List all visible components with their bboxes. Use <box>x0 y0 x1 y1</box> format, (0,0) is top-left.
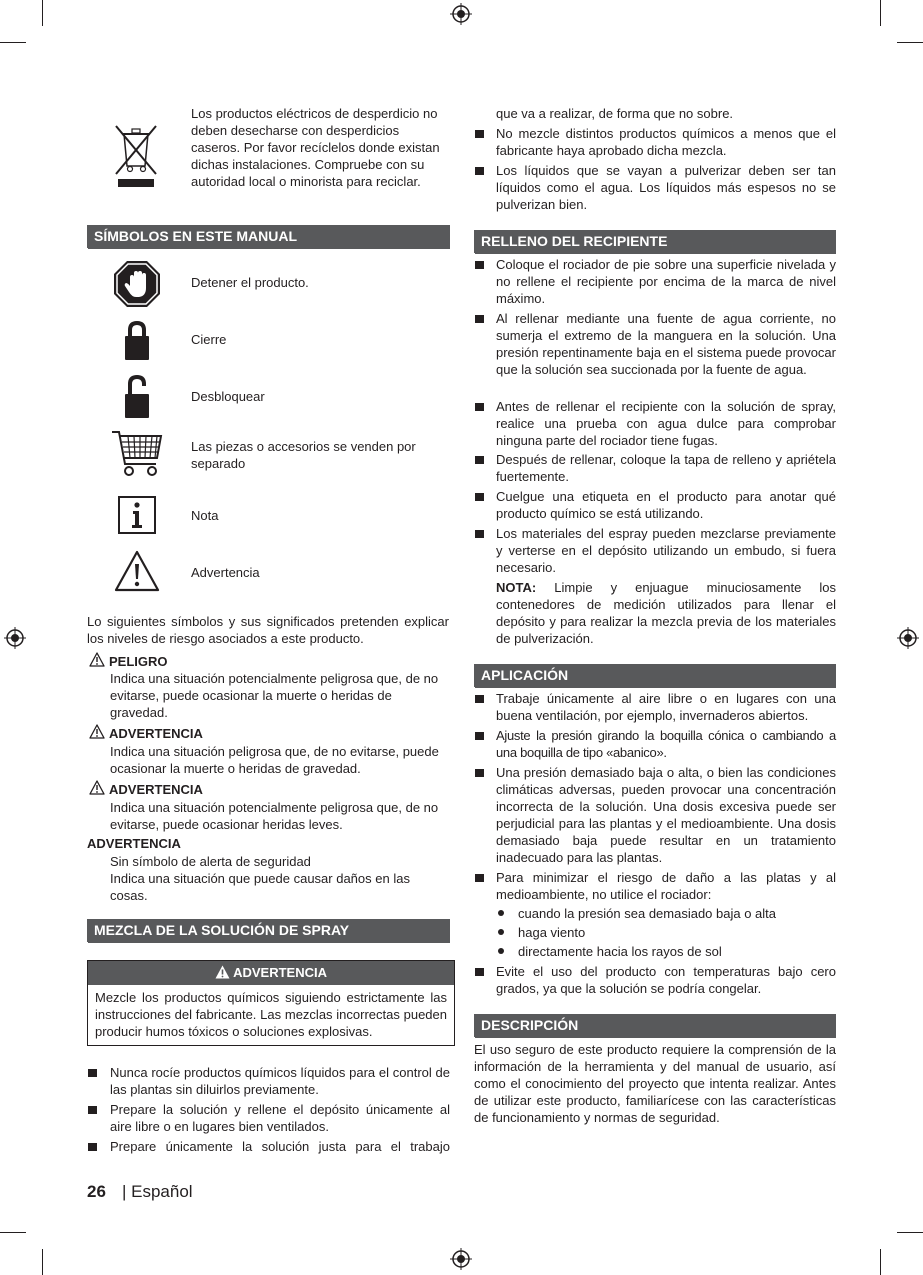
warning-triangle-icon <box>114 550 160 592</box>
bullet-icon <box>475 315 484 323</box>
crop-mark <box>880 0 881 26</box>
warning-triangle-icon <box>215 965 230 979</box>
risk-level-text: Sin símbolo de alerta de seguridad <box>110 854 311 869</box>
symbol-label: Advertencia <box>191 565 260 580</box>
warning-triangle-icon <box>89 780 105 795</box>
note-paragraph <box>496 579 836 647</box>
footer-language: | Español <box>122 1182 193 1201</box>
risk-level-text: Indica una situación potencialmente peligrosa que, de no evitarse, puede ocasionar la muerte o heridas de gravedad. <box>110 671 439 720</box>
warning-box-header <box>88 961 454 985</box>
warning-triangle-icon <box>89 652 105 667</box>
bullet-icon <box>475 130 484 138</box>
risk-level-text: Indica una situación potencialmente peligrosa que, de no evitarse, puede ocasionar heridas leves. <box>110 800 439 832</box>
crop-mark <box>897 42 923 43</box>
page-number: 26 <box>87 1182 106 1201</box>
registration-mark-icon <box>4 627 26 649</box>
bullet-icon <box>475 261 484 269</box>
bullet-icon <box>88 1143 97 1151</box>
section-header-description: DESCRIPCIÓN <box>474 1014 836 1037</box>
description-text: El uso seguro de este producto requiere la comprensión de la información de la herramienta y del manual de usuario, así como el conocimiento del proyecto que intenta realizar. Antes de utilizar este producto, familiarícese con las características de funcionamiento y normas de seguridad. <box>474 1042 836 1125</box>
symbol-label: Desbloquear <box>191 389 265 404</box>
warning-triangle-icon <box>89 724 105 739</box>
list-item: Los materiales del espray pueden mezclarse previamente y verterse en el depósito utilizando un embudo, si fuera necesario. <box>496 526 836 575</box>
bullet-icon <box>475 695 484 703</box>
crop-mark <box>42 1249 43 1275</box>
list-item: Antes de rellenar el recipiente con la solución de spray, realice una prueba con agua dulce para comprobar ninguna parte del rociador tiene fugas. <box>496 399 836 448</box>
info-icon <box>118 496 156 534</box>
warning-box <box>87 960 455 1046</box>
section-header-application: APLICACIÓN <box>474 664 836 687</box>
list-item: Nunca rocíe productos químicos líquidos para el control de las plantas sin diluirlos previamente. <box>110 1065 450 1097</box>
crop-mark <box>0 42 26 43</box>
bullet-icon <box>475 769 484 777</box>
sub-bullet-icon <box>498 948 504 954</box>
crop-mark <box>0 1232 26 1233</box>
sub-bullet-icon <box>498 929 504 935</box>
note-text: Limpie y enjuague minuciosamente los contenedores de medición utilizados para llenar el depósito y para realizar la mezcla previa de los materiales de pulverización. <box>496 580 836 646</box>
lock-icon <box>124 320 150 360</box>
section-header-mix: MEZCLA DE LA SOLUCIÓN DE SPRAY <box>87 919 450 942</box>
bullet-icon <box>475 403 484 411</box>
registration-mark-icon <box>897 627 919 649</box>
warning-box-text: Mezcle los productos químicos siguiendo estrictamente las instrucciones del fabricante. Las mezclas incorrectas pueden producir humos tóxicos o soluciones explosivas. <box>95 990 447 1039</box>
bullet-icon <box>475 493 484 501</box>
section-header-symbols: SÍMBOLOS EN ESTE MANUAL <box>87 225 450 248</box>
list-item-continued: que va a realizar, de forma que no sobre. <box>496 106 734 121</box>
unlock-icon <box>124 374 150 418</box>
crop-mark <box>880 1249 881 1275</box>
list-item: Prepare la solución y rellene el depósito únicamente al aire libre o en lugares bien ventilados. <box>110 1102 450 1134</box>
risk-level-title: ADVERTENCIA <box>109 726 203 741</box>
shopping-cart-icon <box>110 428 164 478</box>
list-item: Prepare únicamente la solución justa para el trabajo <box>110 1139 450 1154</box>
stop-hand-icon <box>113 260 161 308</box>
weee-text: Los productos eléctricos de desperdicio no deben desecharse con desperdicios caseros. Por favor recíclelos donde existan dichas instalaciones. Compruebe con su autoridad local o minorista para reciclar. <box>191 106 440 189</box>
list-item: Para minimizar el riesgo de daño a las platas y al medioambiente, no utilice el rociador: <box>496 870 836 902</box>
bullet-icon <box>88 1069 97 1077</box>
risk-level-text: Indica una situación peligrosa que, de no evitarse, puede ocasionar la muerte o heridas de gravedad. <box>110 744 439 776</box>
registration-mark-icon <box>450 3 472 25</box>
list-item: No mezcle distintos productos químicos a menos que el fabricante haya aprobado dicha mezcla. <box>496 126 836 158</box>
risk-level-title: PELIGRO <box>109 654 168 669</box>
list-item: Evite el uso del producto con temperaturas bajo cero grados, ya que la solución se podría congelar. <box>496 964 836 996</box>
bullet-icon <box>475 968 484 976</box>
sub-list-item: cuando la presión sea demasiado baja o alta <box>518 906 777 921</box>
registration-mark-icon <box>450 1248 472 1270</box>
symbol-label: Cierre <box>191 332 227 347</box>
sub-list-item: haga viento <box>518 925 586 940</box>
risk-level-title: ADVERTENCIA <box>87 836 181 851</box>
list-item: Trabaje únicamente al aire libre o en lugares con una buena ventilación, por ejemplo, invernaderos abiertos. <box>496 691 836 723</box>
bullet-icon <box>475 874 484 882</box>
symbol-label: Las piezas o accesorios se venden por separado <box>191 439 416 471</box>
risk-level-title: ADVERTENCIA <box>109 782 203 797</box>
section-header-fill: RELLENO DEL RECIPIENTE <box>474 230 836 253</box>
bullet-icon <box>475 732 484 740</box>
risk-levels-intro: Lo siguientes símbolos y sus significados pretenden explicar los niveles de riesgo asociados a este producto. <box>87 614 449 646</box>
bullet-icon <box>88 1106 97 1114</box>
list-item: Una presión demasiado baja o alta, o bien las condiciones climáticas adversas, pueden provocar una concentración incorrecta de la solución. Una dosis excesiva puede ser perjudicial para las plantas y el medioambiente. Una dosis demasiado baja puede resultar en un tratamiento inadecuado para las plantas. <box>496 765 836 865</box>
sub-bullet-icon <box>498 910 504 916</box>
bullet-icon <box>475 167 484 175</box>
list-item: Cuelgue una etiqueta en el producto para anotar qué producto químico se está utilizando. <box>496 489 836 521</box>
bullet-icon <box>475 456 484 464</box>
list-item: Ajuste la presión girando la boquilla cónica o cambiando a una boquilla de tipo «abanico». <box>496 728 836 760</box>
crop-mark <box>897 1232 923 1233</box>
list-item: Coloque el rociador de pie sobre una superficie nivelada y no rellene el recipiente por encima de la marca de nivel máximo. <box>496 257 836 306</box>
list-item: Los líquidos que se vayan a pulverizar deben ser tan líquidos como el agua. Los líquidos más espesos no se pulverizan bien. <box>496 163 836 212</box>
risk-level-text: Indica una situación que puede causar daños en las cosas. <box>110 871 410 903</box>
sub-list-item: directamente hacia los rayos de sol <box>518 944 722 959</box>
list-item: Al rellenar mediante una fuente de agua corriente, no sumerja el extremo de la manguera en la solución. Una presión repentinamente baja en el sistema puede provocar que la solución sea succionada por la fuente de agua. <box>496 311 836 377</box>
symbol-label: Nota <box>191 508 219 523</box>
crossed-out-bin-icon <box>112 122 160 188</box>
crop-mark <box>42 0 43 26</box>
symbol-label: Detener el producto. <box>191 275 309 290</box>
list-item: Después de rellenar, coloque la tapa de relleno y apriétela fuertemente. <box>496 452 836 484</box>
warning-box-title: ADVERTENCIA <box>233 965 328 980</box>
bullet-icon <box>475 530 484 538</box>
note-label: NOTA: <box>496 580 537 595</box>
